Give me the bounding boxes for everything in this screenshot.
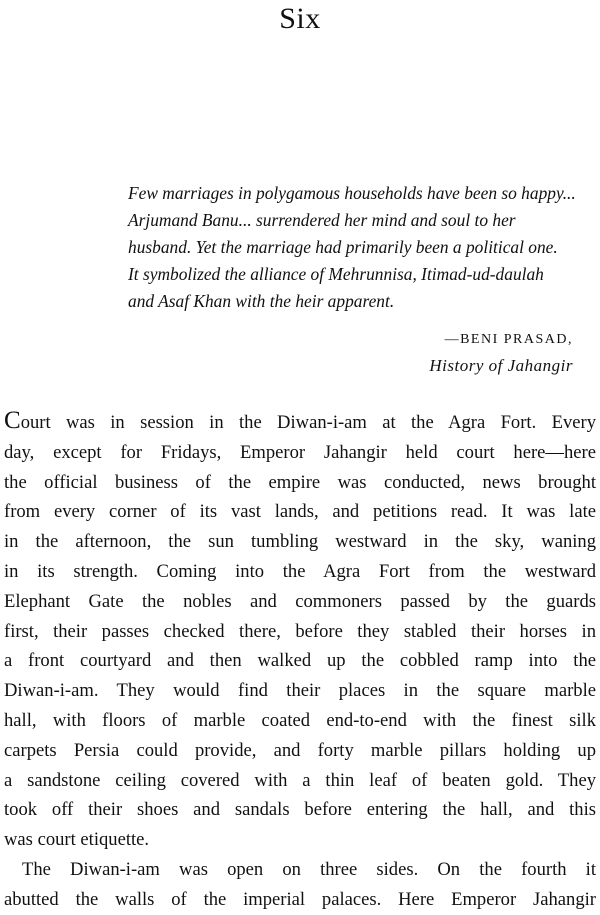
body-line: in the afternoon, the sun tumbling westward in the sky, waning xyxy=(4,531,596,553)
body-line-first xyxy=(4,408,596,438)
epigraph-line: and Asaf Khan with the heir apparent. xyxy=(128,291,395,311)
body-line: Elephant Gate the nobles and commoners passed by the guards xyxy=(4,590,596,612)
body-line: hall, with floors of marble coated end-to-end with the finest silk xyxy=(4,709,596,731)
body-line: abutted the walls of the imperial palaces. Here Emperor Jahangir xyxy=(4,888,596,910)
first-line-text: ourt was in session in the Diwan-i-am at the Agra Fort. Every xyxy=(20,412,596,433)
body-line: took off their shoes and sandals before entering the hall, and this xyxy=(4,799,596,821)
epigraph xyxy=(128,180,576,315)
body-line: in its strength. Coming into the Agra Fort from the westward xyxy=(4,560,596,582)
body-line: the official business of the empire was conducted, news brought xyxy=(4,471,596,493)
epigraph-line: It symbolized the alliance of Mehrunnisa, Itimad-ud-daulah xyxy=(128,264,544,284)
epigraph-attribution xyxy=(429,327,573,379)
chapter-title: Six xyxy=(279,2,321,35)
body-line: carpets Persia could provide, and forty marble pillars holding up xyxy=(4,739,596,761)
epigraph-line: husband. Yet the marriage had primarily been a political one. xyxy=(128,237,558,257)
drop-cap: C xyxy=(4,407,21,434)
body-line: Diwan-i-am. They would find their places in the square marble xyxy=(4,680,596,702)
body-line: day, except for Fridays, Emperor Jahangir held court here—here xyxy=(4,441,596,463)
epigraph-line: Few marriages in polygamous households have been so happy... xyxy=(128,183,576,203)
epigraph-author: —BENI PRASAD, xyxy=(444,332,573,347)
epigraph-source-title: History of Jahangir xyxy=(429,356,573,375)
body-text xyxy=(4,408,596,915)
body-line: a sandstone ceiling covered with a thin leaf of beaten gold. They xyxy=(4,769,596,791)
body-line: was court etiquette. xyxy=(4,829,150,851)
body-line: first, their passes checked there, before they stabled their horses in xyxy=(4,620,596,642)
body-line: The Diwan-i-am was open on three sides. On the fourth it xyxy=(22,858,596,880)
body-line: a front courtyard and then walked up the cobbled ramp into the xyxy=(4,650,596,672)
epigraph-line: Arjumand Banu... surrendered her mind and soul to her xyxy=(128,210,516,230)
body-line: from every corner of its vast lands, and petitions read. It was late xyxy=(4,501,596,523)
